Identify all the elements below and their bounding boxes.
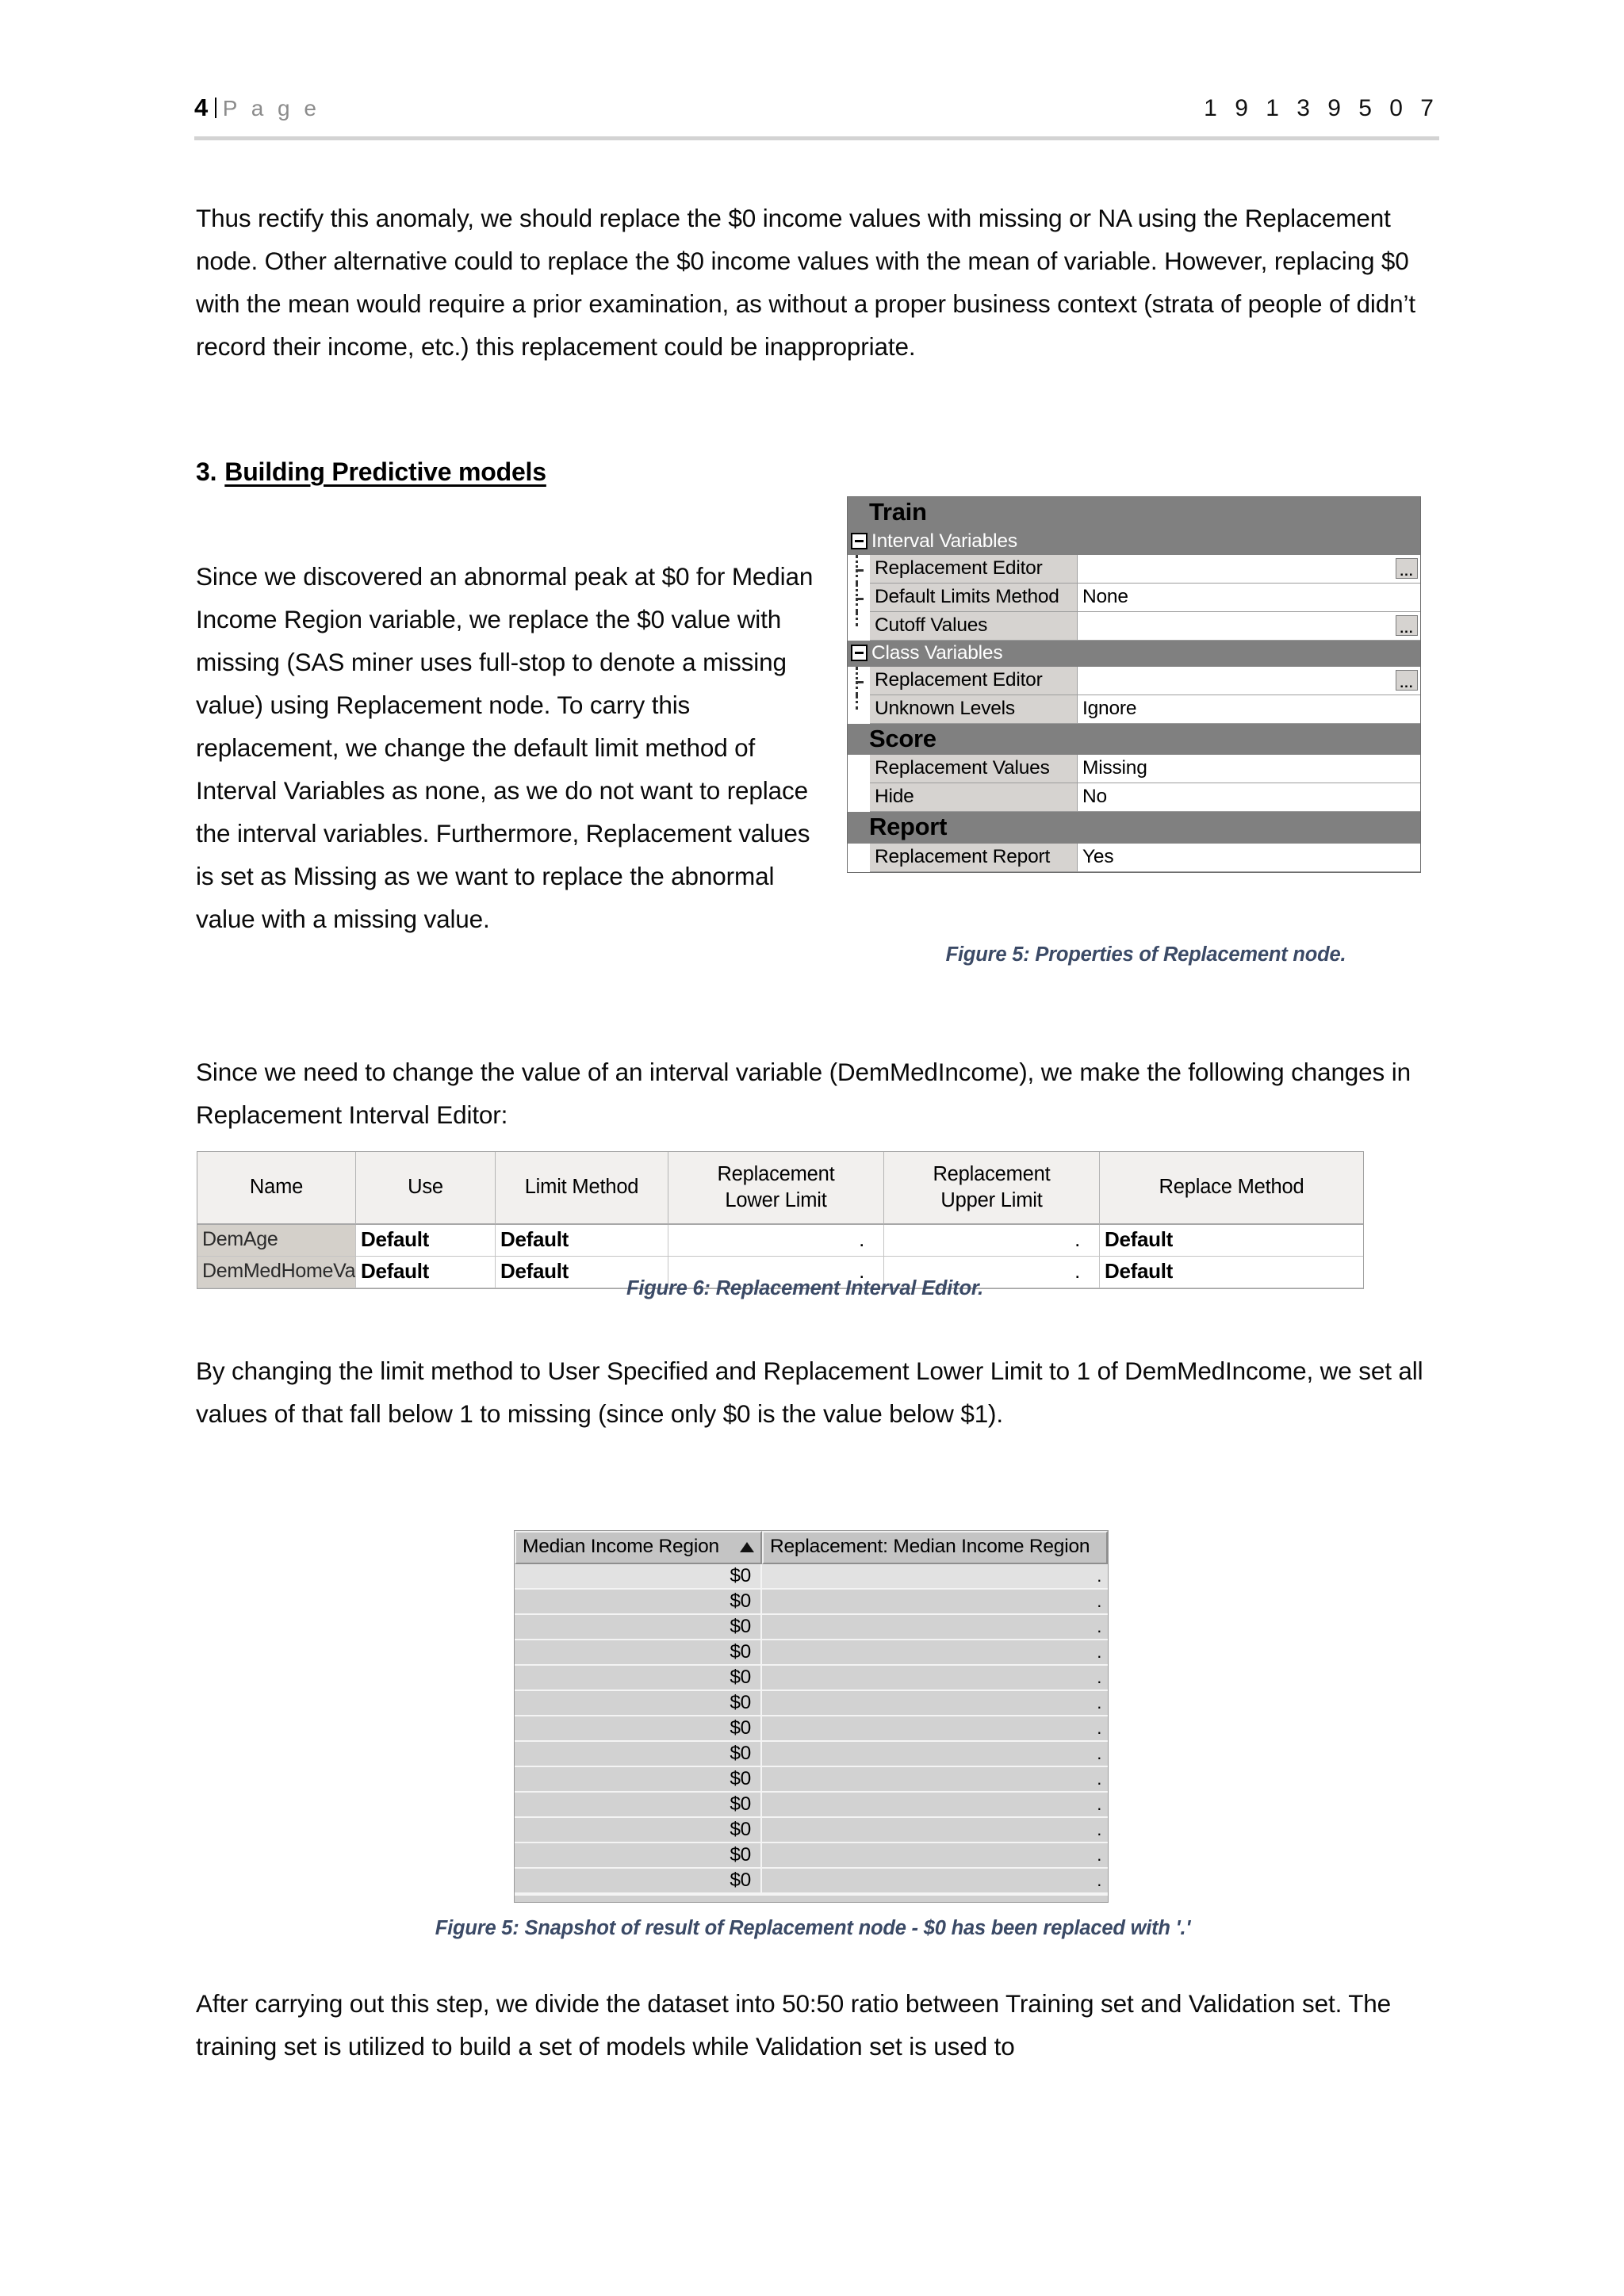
student-id: 1 9 1 3 9 5 0 7 [1204,95,1439,121]
property-row-replacement-report[interactable] [848,844,1420,872]
grid-column-header-replacement-median-income-region[interactable] [762,1531,1108,1564]
grid-cell-median-income-region: $0 [515,1742,762,1767]
properties-group-class-variables[interactable] [848,641,1420,667]
grid-cell-median-income-region: $0 [515,1691,762,1716]
grid-cell-replacement: . [762,1843,1108,1869]
grid-cell-replacement: . [762,1590,1108,1615]
column-header-limit-method[interactable] [496,1152,668,1225]
grid-cell-median-income-region: $0 [515,1869,762,1894]
properties-group-interval-variables[interactable] [848,529,1420,555]
grid-row[interactable] [515,1615,1108,1640]
grid-cell-median-income-region: $0 [515,1716,762,1742]
tree-branch-icon [848,584,870,612]
grid-cell-median-income-region: $0 [515,1590,762,1615]
tree-spacer [848,755,870,783]
tree-branch-icon [848,555,870,584]
property-label: Replacement Values [870,755,1078,783]
column-header-line1: Use [408,1176,443,1198]
ellipsis-button[interactable]: ... [1396,670,1418,691]
grid-row[interactable] [515,1564,1108,1590]
properties-group-label: Class Variables [871,641,1003,664]
column-header-use[interactable] [356,1152,496,1225]
grid-cell-replacement: . [762,1767,1108,1793]
property-value-field[interactable] [1078,584,1420,612]
grid-column-header-label: Replacement: Median Income Region [770,1536,1090,1557]
header-rule [194,136,1439,140]
property-value-field[interactable] [1078,695,1420,724]
sort-ascending-icon[interactable] [740,1542,754,1552]
tree-spacer [848,844,870,872]
property-value-field[interactable] [1078,667,1420,695]
property-row-unknown-levels[interactable] [848,695,1420,724]
property-label: Replacement Editor [870,667,1078,695]
column-header-line2: Upper Limit [940,1188,1043,1211]
cell-lower-limit[interactable]: . [668,1257,884,1288]
tree-branch-icon [848,667,870,695]
property-value-field[interactable] [1078,555,1420,584]
grid-row[interactable] [515,1818,1108,1843]
property-label: Replacement Editor [870,555,1078,584]
grid-row[interactable] [515,1716,1108,1742]
property-value-field[interactable] [1078,612,1420,641]
left-column-paragraph: Since we discovered an abnormal peak at $0 for Median Income Region variable, we replace the $0 value with missing (SAS miner uses full-stop to denote a missing value) using Replacement node. To carry this replacement, we change the default limit method of Interval Variables as none, as we do not want to replace the interval variables. Furthermore, Replacement values is set as Missing as we want to replace the abnormal value with a missing value. [196,562,814,933]
property-row-replacement-editor-class[interactable] [848,667,1420,695]
property-value-field[interactable] [1078,755,1420,783]
cell-lower-limit[interactable]: . [668,1225,884,1257]
section-heading-text: Building Predictive models [224,457,546,486]
grid-cell-median-income-region: $0 [515,1843,762,1869]
grid-cell-replacement: . [762,1615,1108,1640]
figure-5-caption: Figure 5: Properties of Replacement node. [945,943,1346,966]
cell-upper-limit[interactable]: . [884,1225,1100,1257]
grid-cell-median-income-region: $0 [515,1666,762,1691]
grid-cell-median-income-region: $0 [515,1793,762,1818]
property-label: Default Limits Method [870,584,1078,612]
grid-cell-median-income-region: $0 [515,1767,762,1793]
grid-cell-replacement: . [762,1869,1108,1894]
grid-row[interactable] [515,1742,1108,1767]
by-changing-paragraph: By changing the limit method to User Specified and Replacement Lower Limit to 1 of DemMedIncome, we set all values of that fall below 1 to missing (since only $0 is the value below $1). [196,1357,1423,1428]
ellipsis-button[interactable]: ... [1396,558,1418,579]
column-header-line1: Replacement [717,1162,835,1185]
property-row-default-limits-method[interactable] [848,584,1420,612]
grid-column-header-label: Median Income Region [523,1536,719,1557]
properties-score-title: Score [848,724,1420,756]
tree-branch-end-icon [848,612,870,641]
section-heading-number: 3. [196,457,217,486]
table-row[interactable] [197,1225,1363,1257]
page-header-left [194,94,320,122]
property-value-text: Yes [1082,845,1114,867]
properties-report-title: Report [848,812,1420,844]
cell-name: DemMedHomeVa [197,1257,356,1288]
grid-cell-replacement: . [762,1691,1108,1716]
column-header-name[interactable] [197,1152,356,1225]
collapse-icon[interactable] [851,533,868,549]
figure-6-caption: Figure 6: Replacement Interval Editor. [626,1277,984,1299]
cell-use[interactable]: Default [356,1225,496,1257]
grid-cell-replacement: . [762,1818,1108,1843]
cell-replace-method[interactable]: Default [1100,1225,1363,1257]
column-header-line2: Lower Limit [725,1188,827,1211]
replacement-node-properties-panel [847,496,1421,873]
page-number: 4 [194,94,209,121]
property-label: Unknown Levels [870,695,1078,724]
grid-row[interactable] [515,1843,1108,1869]
cell-use[interactable]: Default [356,1257,496,1288]
column-header-replace-method[interactable] [1100,1152,1363,1225]
grid-cell-replacement: . [762,1742,1108,1767]
tree-spacer [848,783,870,812]
column-header-line1: Replacement [933,1162,1051,1185]
after-paragraph: After carrying out this step, we divide the dataset into 50:50 ratio between Training set and Validation set. The training set is utilized to build a set of models while Validation set is used to [196,1989,1392,2061]
property-row-replacement-editor-interval[interactable] [848,555,1420,584]
properties-train-title: Train [848,497,1420,529]
replacement-result-grid [514,1530,1109,1903]
figure-5b-caption: Figure 5: Snapshot of result of Replacement node - $0 has been replaced with '.' [435,1917,1191,1939]
grid-row[interactable] [515,1793,1108,1818]
grid-cell-median-income-region: $0 [515,1564,762,1590]
property-label: Hide [870,783,1078,812]
grid-header-row [515,1531,1108,1564]
grid-cell-median-income-region: $0 [515,1615,762,1640]
grid-row[interactable] [515,1869,1108,1894]
grid-row[interactable] [515,1590,1108,1615]
grid-row[interactable] [515,1666,1108,1691]
tree-branch-end-icon [848,695,870,724]
cell-replace-method[interactable]: Default [1100,1257,1363,1288]
column-header-replacement-lower-limit[interactable] [668,1152,884,1225]
grid-row[interactable] [515,1640,1108,1666]
property-label: Cutoff Values [870,612,1078,641]
column-header-replacement-upper-limit[interactable] [884,1152,1100,1225]
property-value-text: No [1082,786,1107,808]
grid-cell-replacement: . [762,1564,1108,1590]
column-header-line1: Limit Method [524,1176,639,1198]
column-header-line1: Replace Method [1159,1176,1304,1198]
replacement-interval-editor-table [197,1151,1364,1289]
cell-limit-method[interactable]: Default [496,1257,668,1288]
property-value-text: Ignore [1082,697,1137,719]
cell-limit-method[interactable]: Default [496,1225,668,1257]
property-value-field[interactable] [1078,783,1420,812]
grid-row[interactable] [515,1691,1108,1716]
collapse-icon[interactable] [851,645,868,661]
intro-paragraph: Thus rectify this anomaly, we should replace the $0 income values with missing or NA using the Replacement node. Other alternative could to replace the $0 income values with the mean of variable. However, replacing $0 with the mean would require a prior examination, as without a proper business context (strata of people of didn’t record their income, etc.) this replacement could be inappropriate. [196,204,1415,361]
cell-name: DemAge [197,1225,356,1257]
table-header-row [197,1152,1363,1225]
property-value-field[interactable] [1078,844,1420,872]
property-value-text: Missing [1082,757,1147,779]
page-word-label: P a g e [222,96,320,121]
grid-cell-replacement: . [762,1640,1108,1666]
cell-upper-limit[interactable]: . [884,1257,1100,1288]
column-header-line1: Name [249,1176,304,1198]
grid-cell-replacement: . [762,1793,1108,1818]
property-label: Replacement Report [870,844,1078,872]
grid-footer [515,1894,1108,1902]
ellipsis-button[interactable]: ... [1396,615,1418,636]
properties-group-label: Interval Variables [871,530,1017,552]
grid-cell-median-income-region: $0 [515,1818,762,1843]
property-value-text: None [1082,585,1128,607]
property-row-replacement-values[interactable] [848,755,1420,783]
interval-variable-paragraph: Since we need to change the value of an interval variable (DemMedIncome), we make the following changes in Replacement Interval Editor: [196,1058,1411,1129]
header-divider [215,98,216,118]
grid-column-header-median-income-region[interactable] [515,1531,762,1564]
grid-cell-median-income-region: $0 [515,1640,762,1666]
property-row-cutoff-values[interactable] [848,612,1420,641]
grid-row[interactable] [515,1767,1108,1793]
grid-cell-replacement: . [762,1666,1108,1691]
grid-cell-replacement: . [762,1716,1108,1742]
property-row-hide[interactable] [848,783,1420,812]
grid-body [515,1564,1108,1894]
section-heading-building-predictive-models [196,457,546,487]
page-header [194,94,1439,130]
